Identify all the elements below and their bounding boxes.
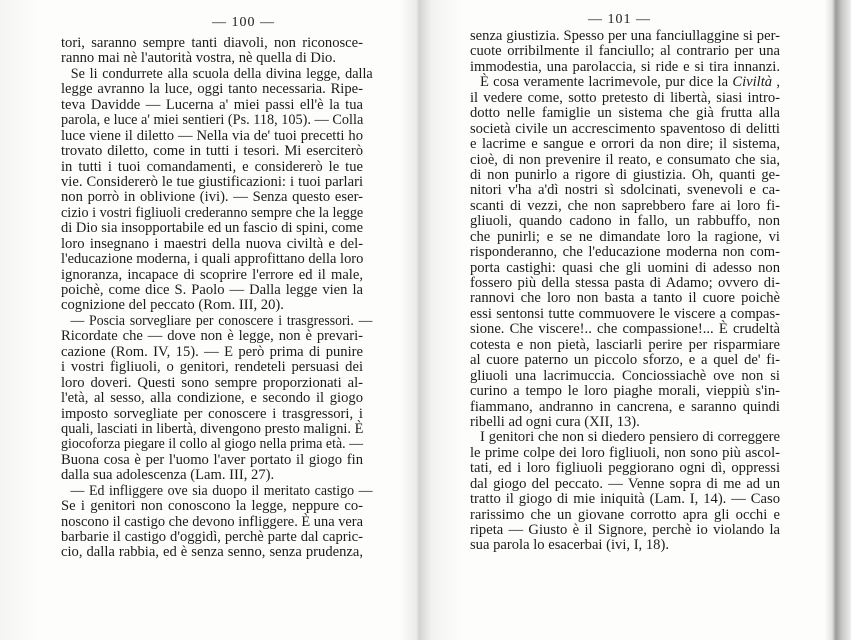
line-text: , [772,74,780,91]
text-line [61,98,363,113]
text-line [470,245,780,260]
line-text: sua parola lo esacerbai (ivi, I, 18). [470,537,669,554]
text-line [61,298,363,313]
text-line [470,291,780,306]
text-line [61,283,363,298]
text-line [61,437,363,452]
text-line [470,492,780,507]
text-line [470,276,780,291]
text-line [470,60,780,75]
text-line [61,206,363,221]
line-text: di Dio sia insopportabile ed un fascio di spini, come [61,220,363,237]
text-line [470,523,780,538]
line-text: barbarie il castigo d'oggidì, perchè parte dal capric- [61,529,363,545]
text-line [61,221,363,236]
text-line [470,400,780,415]
text-line [61,237,363,252]
line-text: fossero più della stessa pasta di Adamo; ovvero di- [470,275,780,291]
line-text: cazione (Rom. IV, 15). — E però prima di punire [61,343,363,360]
text-line [470,137,780,152]
line-text: curino a tempo le loro piaghe morali, vieppiù s'in- [470,383,780,400]
line-text: fiammano, andranno in cancrena, e saranno quindi [470,398,780,415]
text-line [470,106,780,121]
line-text: luce viene il diletto — Nella via de' tuoi precetti ho [61,127,363,144]
line-text: cognizione del peccato (Rom. III, 20). [61,297,284,314]
text-line [61,175,363,190]
text-line [470,446,780,461]
line-text: i vostri figliuoli, o genitori, rendeteli persuasi dei [61,359,363,376]
text-line [61,453,363,468]
left-page [0,0,420,640]
text-line [470,338,780,353]
line-text: di non punirlo a rigore di giustizia. Oh, quanti ge- [470,166,780,183]
text-line [470,477,780,492]
text-line [61,545,363,560]
line-text: rarissimo che un giovane corrotto apra gli occhi e [470,506,780,523]
line-text: in tutti i tuoi comandamenti, e considererò le tue [61,158,363,175]
line-text: cotesta e non pietà, lasciarli perire per risparmiare [470,336,780,353]
text-line [470,307,780,322]
line-text: Buona cosa è per l'uomo l'aver portato il giogo fin [61,451,363,468]
line-text: cioè, di non prevenire il reato, e consumato che sia, [470,151,780,168]
text-line [61,422,363,437]
text-line [470,230,780,245]
text-line [61,515,363,530]
text-line [470,261,780,276]
text-line [61,82,363,97]
text-line [61,67,373,82]
line-text: vie. Considererò le tue giustificazioni: i tuoi parlari [61,173,363,190]
text-line [61,360,363,375]
line-text: trovato diletto, come in tutti i tesori. Mi eserciterò [61,143,363,160]
text-line [61,376,363,391]
line-text: al cuore paterno un piccolo sforzo, e a quel de' fi- [470,352,780,369]
line-text: dotto nelle famiglie un sistema che già frutta alla [470,105,780,122]
line-text: risponderanno, che l'educazione moderna non com- [470,244,780,261]
line-text: È cosa veramente lacrimevole, pur dice la [480,74,733,91]
line-text: — Poscia sorvegliare per conoscere i trasgressori. — [70,312,373,329]
text-line [470,153,780,168]
line-text: loro insegnano i maestri della nuova civiltà e del- [61,235,363,252]
line-text: cizio i vostri figliuoli crederanno sempre che la legge [61,204,364,221]
text-line [61,391,363,406]
line-text: il vedere come, sotto pretesto di libertà, siasi intro- [470,89,780,106]
line-text: che punirli; e se ne dimandate loro la ragione, vi [470,228,780,245]
text-line [61,407,363,422]
text-line [470,322,780,337]
text-line [470,183,780,198]
text-line [470,214,780,229]
line-text: ripeta — Giusto è il Signore, perchè io violando la [470,522,780,538]
line-text: tori, saranno sempre tanti diavoli, non riconosce- [61,35,363,51]
text-line [61,484,373,499]
line-text: sione. Che viscere!.. che compassione!... È crudeltà [470,321,780,338]
line-text: tati, ed i loro figliuoli peggiorano ogni dì, oppressi [470,460,780,477]
line-text: società civile un accrescimento spaventoso di delitti [470,120,780,137]
line-text: cuote orribilmente il fanciullo; al contrario per una [470,43,780,60]
line-text: parola, e luce a' miei sentieri (Ps. 118, 105). — Colla [61,112,364,129]
line-text: gliuoli una lacrimuccia. Conciossiachè ove non si [470,367,780,384]
text-line [470,369,780,384]
right-page [420,0,851,640]
text-line [470,353,780,368]
page-text [470,29,780,554]
text-line [61,268,363,283]
line-text: Ricordate che — dove non è legge, non è prevari- [61,328,363,345]
line-text: cio, dalla rabbia, ed è senza senno, senza prudenza, [61,544,363,561]
text-line [470,508,780,523]
text-line [470,430,780,445]
text-line [61,51,363,66]
line-text: le prime colpe dei loro figliuoli, non sono più ascol- [470,444,780,461]
text-line [61,144,363,159]
line-text: dal giogo del peccato. — Venne sopra di me ad un [470,475,780,492]
line-text: e lacrime e sangue e orrori da non dire; il sistema, [470,136,780,153]
line-text: gliuoli, quando cadono in fallo, un rabbuffo, non [470,213,780,230]
line-text: essi sentonsi tutte commuovere le viscere a compas- [470,305,780,322]
line-text: dalla sua adolescenza (Lam. III, 27). [61,467,275,484]
line-text: rannovi che loro non basta a tanto il cuore poichè [470,290,780,307]
text-line [61,530,363,545]
line-text: nitori v'ha a'dì nostri sì sdolcinati, svenevoli e ca- [470,182,780,199]
text-line [61,190,363,205]
page-number: — 100 — [212,15,275,30]
line-text: l'età, al sesso, alla condizione, e secondo il giogo [61,390,363,407]
text-line [470,75,780,90]
text-line [61,468,363,483]
text-line [470,199,780,214]
line-text: quali, lasciati in libertà, divengono presto maligni. È [61,420,364,437]
line-text: teva Davidde — Lucerna a' miei passi ell'è la tua [61,96,363,113]
text-line [61,499,363,514]
line-text: legge avranno la luce, oggi tanto necessaria. Ripe- [61,81,363,98]
text-line [61,160,363,175]
text-line [61,252,363,267]
line-text: porta castighi: quasi che gli uomini di adesso non [470,259,780,276]
line-text: I genitori che non si diedero pensiero di correggere [480,429,780,446]
line-text: noscono il castigo che devono infliggere. È una vera [61,513,363,530]
line-text: Se i genitori non conoscono la legge, neppure co- [61,498,363,515]
text-line [61,36,363,51]
text-line [470,168,780,183]
italic-title: Civiltà [732,74,773,91]
page-number: — 101 — [588,12,651,27]
text-line [61,129,363,144]
line-text: senza giustizia. Spesso per una fanciullaggine si per- [470,28,780,44]
line-text: non porrò in oblivione (ivi). — Senza questo eser- [61,189,363,206]
text-line [470,122,780,137]
text-line [61,345,363,360]
line-text: immodestia, una parolaccia, si ride e si tira innanzi. [470,58,780,75]
text-line [470,415,780,430]
line-text: Se li condurrete alla scuola della divina legge, dalla [70,65,373,82]
text-line [470,461,780,476]
line-text: scanti di vezzi, che non saprebbero fare ai loro fi- [470,197,780,214]
line-text: — Ed infliggere ove sia duopo il meritato castigo — [70,482,373,499]
line-text: ignoranza, incapace di scoprire l'errore ed il male, [61,266,363,283]
line-text: l'educazione moderna, i quali approfittano della loro [61,251,364,268]
line-text: giocoforza piegare il collo al giogo nella prima età. — [61,436,363,453]
page-text [61,35,373,561]
text-line [470,384,780,399]
line-text: poichè, come dice S. Paolo — Dalla legge vien la [61,282,363,298]
line-text: ribelli ad ogni cura (XII, 13). [470,413,640,430]
text-line [470,44,780,59]
text-line [470,91,780,106]
text-line [61,329,363,344]
line-text: ranno mai nè l'autorità vostra, nè quella di Dio. [61,50,336,67]
text-line [61,314,372,329]
text-line [470,29,780,44]
line-text: tratto il giogo di mie iniquità (Lam. I, 14). — Caso [470,491,780,508]
text-line [470,538,780,553]
line-text: imposto sorvegliate per conoscere i trasgressori, i [61,405,363,422]
text-line [61,113,363,128]
line-text: loro doveri. Questi sono sempre proporzionati al- [61,374,363,391]
